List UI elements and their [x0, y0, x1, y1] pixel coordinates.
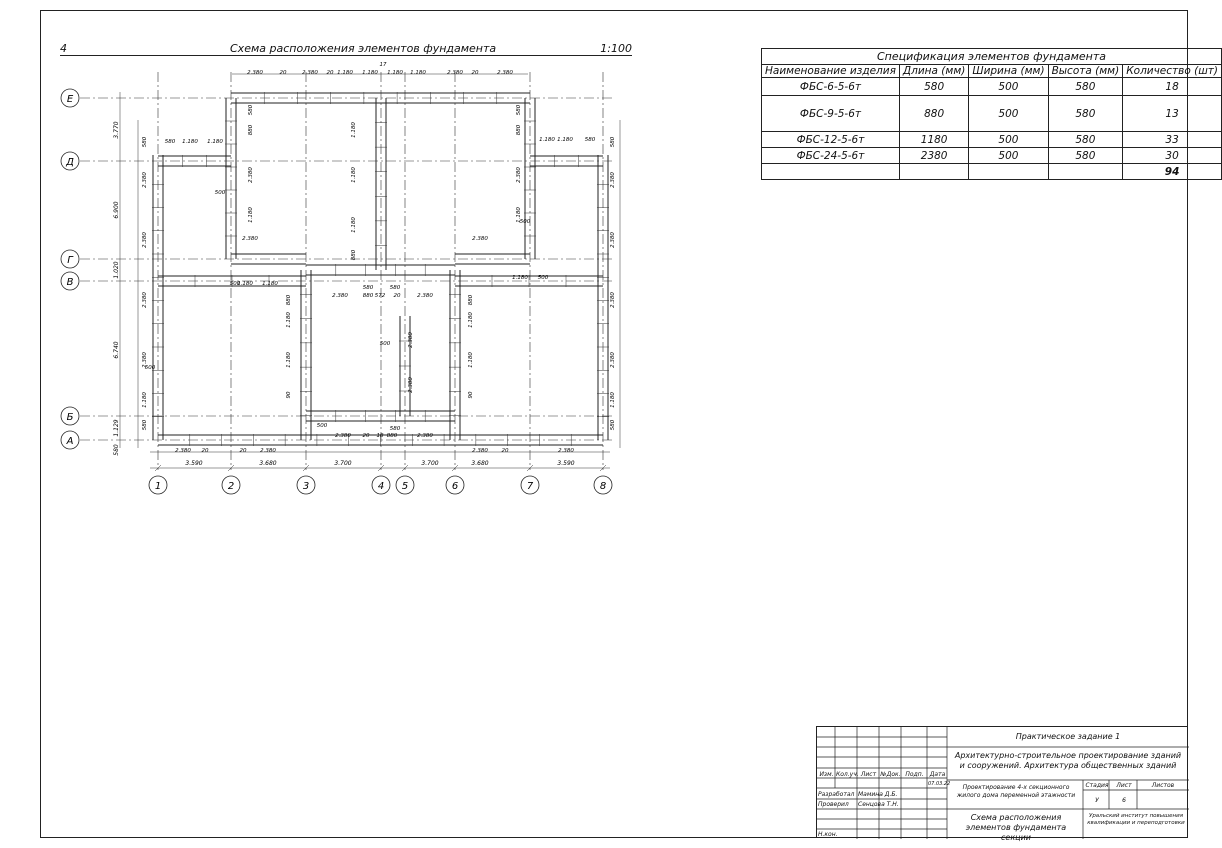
block-label: 20 — [393, 293, 401, 299]
block-label: 500 — [316, 423, 328, 429]
table-row — [762, 148, 1222, 164]
block-label: 20 — [471, 70, 479, 76]
axis-label: 8 — [599, 481, 607, 492]
block-label: 1.180 — [557, 137, 573, 143]
block-label: 1.180 — [248, 207, 254, 223]
block-label: 1.180 — [207, 139, 223, 145]
stamp-course: Архитектурно-строительное проектирование зданий и сооружений. Архитектура общественных зданий — [954, 751, 1182, 770]
table-row — [762, 96, 1222, 132]
spec-cell: 500 — [969, 78, 1048, 96]
spec-cell: 30 — [1123, 148, 1222, 164]
block-label: 2.380 — [558, 448, 574, 454]
axis-label: Б — [66, 412, 74, 423]
spec-cell: 580 — [899, 78, 968, 96]
block-label: 2.380 — [332, 293, 348, 299]
block-label: 2.380 — [142, 172, 148, 188]
block-label: 880 — [468, 294, 474, 306]
block-label: 20 — [362, 433, 370, 439]
spec-cell: 500 — [969, 148, 1048, 164]
axis-label: 5 — [401, 481, 409, 492]
block-label: 2.380 — [408, 332, 414, 348]
dimension-label: 3.770 — [113, 121, 120, 139]
axis-label: Д — [66, 157, 74, 168]
dimension-label: 1.020 — [113, 261, 120, 279]
block-label: 1.180 — [512, 275, 528, 281]
dimension-label: 3.700 — [334, 460, 352, 467]
block-label: 2.380 — [610, 292, 616, 308]
block-label: 2.380 — [142, 352, 148, 368]
dimension-label: 580 — [113, 444, 120, 456]
block-label: 2.380 — [417, 293, 433, 299]
block-label: 1.180 — [468, 352, 474, 368]
block-label: 1.180 — [539, 137, 555, 143]
block-label: 2.380 — [260, 448, 276, 454]
block-label: 580 — [248, 104, 254, 116]
spec-header: Наименование изделия — [762, 65, 900, 78]
block-label: 880 — [516, 124, 522, 136]
stamp-col-label: №Док. — [880, 771, 901, 778]
block-label: 500 — [537, 275, 549, 281]
stamp-stage: У — [1095, 797, 1099, 804]
block-label: 880 — [248, 124, 254, 136]
specification-table — [761, 48, 1222, 180]
block-label: 20 — [239, 448, 247, 454]
spec-cell: ФБС-12-5-6т — [762, 132, 900, 148]
stamp-sheet-title: Схема расположения элементов фундамента секции — [965, 813, 1067, 842]
table-row — [762, 164, 1222, 180]
block-label: 1.180 — [286, 352, 292, 368]
axis-label: 3 — [302, 481, 310, 492]
stamp-norm-label: Н.кон. — [818, 831, 838, 838]
axis-label: Г — [67, 255, 73, 266]
block-label: 17 — [379, 62, 387, 68]
block-label: 880 — [386, 433, 398, 439]
spec-cell: 500 — [969, 132, 1048, 148]
block-label: 20 — [501, 448, 509, 454]
block-label: 20 — [201, 448, 209, 454]
block-label: 90 — [468, 391, 474, 399]
plan-scale: 1:100 — [600, 42, 632, 55]
stamp-col-label: Подп. — [905, 771, 924, 778]
spec-header-row — [762, 65, 1222, 78]
plan-number: 4 — [60, 42, 67, 55]
spec-total: 94 — [1123, 164, 1222, 180]
block-label: 1.180 — [516, 207, 522, 223]
block-label: 1.180 — [351, 122, 357, 138]
block-label: 1.180 — [142, 392, 148, 408]
axis-label: 7 — [526, 481, 534, 492]
stamp-project: Проектирование 4-х секционного жилого дома переменной этажности — [956, 784, 1076, 799]
axis-label: 2 — [227, 481, 235, 492]
spec-header: Длина (мм) — [899, 65, 968, 78]
spec-header: Количество (шт) — [1123, 65, 1222, 78]
block-label: 2.380 — [497, 70, 513, 76]
stamp-date: 07.03.22 — [928, 781, 951, 787]
block-label: 580 — [610, 419, 616, 431]
dimension-label: 3.680 — [259, 460, 277, 467]
block-label: 1.180 — [468, 312, 474, 328]
block-label: 2.380 — [247, 70, 263, 76]
block-label: 1.180 — [351, 217, 357, 233]
block-label: 2.380 — [610, 172, 616, 188]
spec-cell: ФБС-6-5-6т — [762, 78, 900, 96]
block-label: 2.380 — [610, 232, 616, 248]
block-label: 2.380 — [610, 352, 616, 368]
block-label: 880 — [286, 294, 292, 306]
stamp-dev-name: Мамина Д.Б. — [858, 791, 898, 798]
spec-cell: 33 — [1123, 132, 1222, 148]
block-label: 2.380 — [417, 433, 433, 439]
dimension-label: 6.740 — [113, 341, 120, 359]
spec-cell: 880 — [899, 96, 968, 132]
stamp-org: Уральский институт повышения квалификации и переподготовки — [1087, 813, 1185, 826]
stamp-col-label: Изм. — [819, 771, 834, 778]
stamp-check-name: Сенцова Т.Н. — [858, 801, 899, 808]
block-label: 20 — [326, 70, 334, 76]
axis-label: 1 — [154, 481, 162, 492]
block-label: 1.180 — [351, 167, 357, 183]
block-label: 2.380 — [248, 167, 254, 183]
block-label: 580 — [362, 285, 374, 291]
spec-cell: 580 — [1048, 96, 1123, 132]
block-label: 580 — [389, 426, 401, 432]
dimension-label: 6.900 — [113, 201, 120, 219]
block-label: 580 — [584, 137, 596, 143]
stamp-task: Практическое задание 1 — [1015, 732, 1121, 741]
spec-cell: 580 — [1048, 132, 1123, 148]
spec-cell: ФБС-9-5-6т — [762, 96, 900, 132]
stamp-sheet: 6 — [1122, 797, 1126, 804]
stamp-sheets-label: Листов — [1151, 782, 1175, 789]
block-label: 2.380 — [335, 433, 351, 439]
block-label: 2.380 — [472, 448, 488, 454]
block-label: 1.180 — [262, 281, 278, 287]
stamp-col-label: Дата — [929, 771, 946, 778]
spec-cell: 500 — [969, 96, 1048, 132]
block-label: 1.180 — [610, 392, 616, 408]
spec-title: Спецификация элементов фундамента — [761, 48, 1222, 64]
stamp-col-label: Лист — [860, 771, 877, 778]
block-label: 500 — [214, 190, 226, 196]
block-label: 500 — [229, 281, 241, 287]
stamp-dev-label: Разработал — [818, 791, 855, 798]
axis-label: А — [66, 436, 74, 447]
block-label: 580 — [610, 136, 616, 148]
block-label: 20 — [279, 70, 287, 76]
block-label: 880 — [351, 249, 357, 261]
block-label: 2.380 — [472, 236, 488, 242]
axis-label: Е — [66, 94, 74, 105]
plan-title: Схема расположения элементов фундамента — [230, 42, 497, 55]
block-label: 2.380 — [302, 70, 318, 76]
block-label: 1.180 — [237, 281, 253, 287]
block-label: 500 — [379, 341, 391, 347]
block-label: 1.180 — [410, 70, 426, 76]
stamp-stage-label: Стадия — [1085, 782, 1109, 789]
block-label: 1.180 — [387, 70, 403, 76]
spec-cell: 580 — [1048, 148, 1123, 164]
block-label: 2.380 — [408, 377, 414, 393]
block-label: 2.380 — [142, 232, 148, 248]
spec-cell: 1180 — [899, 132, 968, 148]
block-label: 572 — [374, 293, 386, 299]
axis-label: 4 — [377, 481, 385, 492]
block-label: 2.380 — [175, 448, 191, 454]
spec-cell: 13 — [1123, 96, 1222, 132]
block-label: 1.180 — [362, 70, 378, 76]
block-label: 2.380 — [516, 167, 522, 183]
block-label: 500 — [144, 365, 156, 371]
spec-header: Ширина (мм) — [969, 65, 1048, 78]
dimension-label: 3.590 — [557, 460, 575, 467]
foundation-plan — [0, 0, 700, 510]
spec-cell: 580 — [1048, 78, 1123, 96]
block-label: 1.180 — [286, 312, 292, 328]
block-label: 580 — [142, 136, 148, 148]
title-block — [816, 726, 1188, 842]
stamp-col-label: Кол.уч. — [836, 771, 859, 778]
block-label: 880 — [362, 293, 374, 299]
axis-label: 6 — [451, 481, 459, 492]
block-label: 500 — [519, 219, 531, 225]
block-label: 580 — [164, 139, 176, 145]
block-label: 580 — [516, 104, 522, 116]
dimension-label: 3.680 — [471, 460, 489, 467]
stamp-sheet-label: Лист — [1116, 782, 1132, 789]
axis-label: В — [66, 277, 74, 288]
block-label: 2.380 — [447, 70, 463, 76]
block-label: 90 — [286, 391, 292, 399]
dimension-label: 1.129 — [113, 419, 120, 437]
block-label: 1.180 — [337, 70, 353, 76]
block-label: 580 — [142, 419, 148, 431]
block-label: 2.380 — [142, 292, 148, 308]
block-label: 580 — [389, 285, 401, 291]
spec-cell: 18 — [1123, 78, 1222, 96]
dimension-label: 3.590 — [185, 460, 203, 467]
block-label: 1.180 — [182, 139, 198, 145]
table-row — [762, 132, 1222, 148]
stamp-check-label: Проверил — [818, 801, 849, 808]
spec-header: Высота (мм) — [1048, 65, 1123, 78]
block-label: 18 — [376, 433, 384, 439]
block-label: 2.380 — [242, 236, 258, 242]
spec-cell: 2380 — [899, 148, 968, 164]
table-row — [762, 78, 1222, 96]
spec-cell: ФБС-24-5-6т — [762, 148, 900, 164]
dimension-label: 3.700 — [421, 460, 439, 467]
